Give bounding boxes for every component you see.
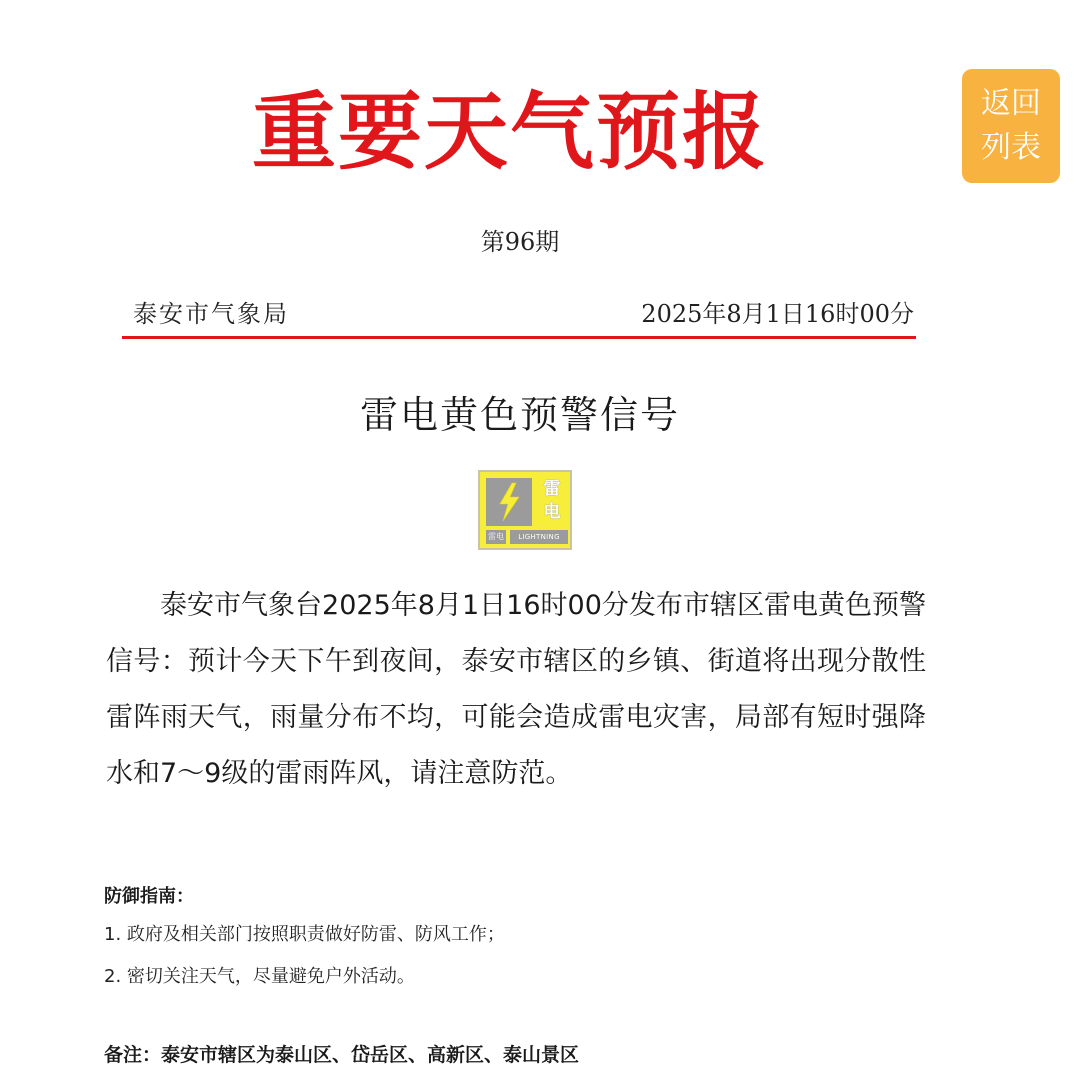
- lightning-bolt-icon: [494, 482, 524, 522]
- defense-guide-item: 1. 政府及相关部门按照职责做好防雷、防风工作；: [104, 924, 505, 945]
- back-button-label-line2: 列表: [981, 130, 1041, 165]
- issue-time: 2025年8月1日16时00分: [641, 300, 914, 328]
- remark-note: 备注：泰安市辖区为泰山区、岱岳区、高新区、泰山景区: [104, 1044, 580, 1066]
- warning-title: 雷电黄色预警信号: [359, 393, 680, 437]
- back-button-label-line1: 返回: [981, 86, 1041, 121]
- warning-body-text: 泰安市气象台2025年8月1日16时00分发布市辖区雷电黄色预警信号：预计今天下午到夜间，泰安市辖区的乡镇、街道将出现分散性雷阵雨天气，雨量分布不均，可能会造成雷电灾害，局部有短时强降水和7～9级的雷雨阵风，请注意防范。: [106, 590, 926, 789]
- warning-icon-label-en: LIGHTNING: [510, 530, 568, 544]
- warning-icon-characters: [536, 478, 568, 526]
- warning-icon-label-cn: 雷电: [486, 530, 506, 544]
- defense-guide-heading: 防御指南：: [104, 886, 194, 907]
- document-title: 重要天气预报: [251, 82, 768, 181]
- warning-icon-char-bottom: 电: [543, 502, 561, 522]
- issue-number: 第96期: [480, 228, 560, 256]
- lightning-yellow-warning-icon: [478, 470, 572, 550]
- lightning-bolt-panel: [486, 478, 532, 526]
- issuer-name: 泰安市气象局: [133, 300, 289, 328]
- warning-icon-char-top: 雷: [543, 479, 561, 499]
- defense-guide-item: 2. 密切关注天气，尽量避免户外活动。: [104, 966, 415, 987]
- red-divider: [122, 336, 916, 339]
- back-to-list-button[interactable]: [962, 69, 1060, 183]
